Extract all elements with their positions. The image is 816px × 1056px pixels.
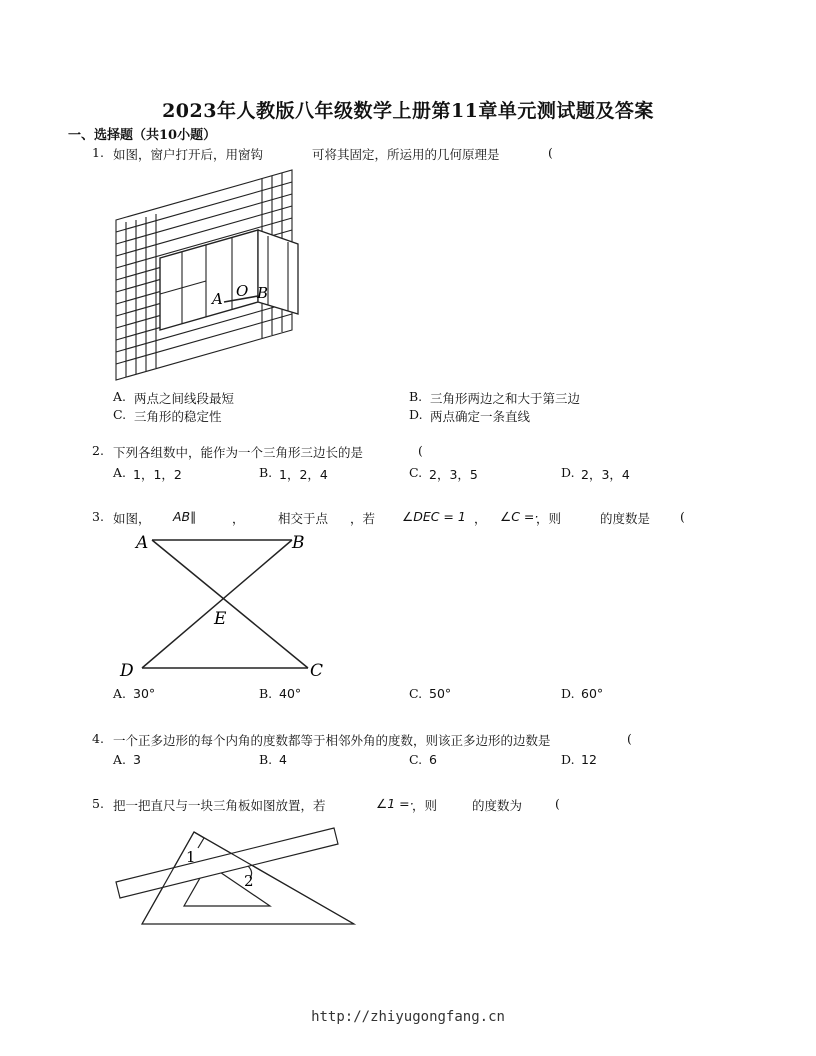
q1-option-d-text: 两点确定一条直线 [430, 409, 531, 424]
q1-option-d-letter: D. [409, 407, 423, 422]
question-3-text-b: ， [232, 511, 245, 526]
q2-option-d-text: 2，3，4 [581, 467, 630, 482]
question-4-text: 一个正多边形的每个内角的度数都等于相邻外角的度数，则该正多边形的边数是 [113, 733, 551, 748]
footer-url: http://zhiyugongfang.cn [311, 1009, 505, 1025]
question-1-text-b: 可将其固定，所运用的几何原理是 [312, 147, 500, 162]
q3-option-a-text: 30° [133, 686, 156, 701]
question-5-number: 5. [92, 796, 104, 811]
question-3-text-g: 的度数是 [600, 511, 651, 526]
q4-option-c-letter: C. [409, 752, 423, 767]
q1-option-b-text: 三角形两边之和大于第三边 [430, 391, 581, 406]
q2-option-c-letter: C. [409, 465, 423, 480]
figure-5-label-1: 1 [186, 848, 196, 866]
q2-option-a-letter: A. [113, 465, 127, 480]
q3-option-d-letter: D. [561, 686, 575, 701]
ruler-triangle-figure [112, 822, 362, 928]
q2-option-c-text: 2，3，5 [429, 467, 478, 482]
question-3-text-d: ，若 [350, 511, 376, 526]
question-5-paren: ( [555, 796, 560, 811]
q3-option-b-letter: B. [259, 686, 273, 701]
q4-option-c-text: 6 [429, 752, 437, 767]
figure-1-label-o: O [236, 282, 249, 300]
q3-option-b-text: 40° [279, 686, 302, 701]
question-5-text-a: 把一把直尺与一块三角板如图放置，若 [113, 798, 326, 813]
question-2-paren: ( [418, 443, 423, 458]
q4-option-b-letter: B. [259, 752, 273, 767]
figure-3-label-c: C [310, 661, 324, 681]
q3-option-c-letter: C. [409, 686, 423, 701]
figure-1-label-b: B [257, 284, 269, 302]
question-4-number: 4. [92, 731, 104, 746]
q4-option-a-text: 3 [133, 752, 141, 767]
q3-option-c-text: 50° [429, 686, 452, 701]
q4-option-a-letter: A. [113, 752, 127, 767]
question-5-text-b: ，则 [412, 798, 438, 813]
q2-option-a-text: 1，1，2 [133, 467, 182, 482]
question-2-number: 2. [92, 443, 104, 458]
figure-3-label-d: D [120, 661, 134, 681]
page-title: 2023年人教版八年级数学上册第11章单元测试题及答案 [162, 100, 654, 122]
figure-5-label-2: 2 [244, 872, 254, 890]
question-2-text: 下列各组数中，能作为一个三角形三边长的是 [113, 445, 364, 460]
question-1-number: 1. [92, 145, 104, 160]
q1-option-c-text: 三角形的稳定性 [134, 409, 222, 424]
figure-3-label-a: A [136, 533, 149, 553]
figure-3-label-e: E [214, 609, 227, 629]
q1-option-b-letter: B. [409, 389, 423, 404]
question-3-math-a: AB∥ [173, 509, 197, 524]
question-1-text-a: 如图，窗户打开后，用窗钩 [113, 147, 264, 162]
question-3-number: 3. [92, 509, 104, 524]
q3-option-d-text: 60° [581, 686, 604, 701]
figure-3-label-b: B [292, 533, 305, 553]
question-3-text-a: 如图， [113, 511, 151, 526]
q1-option-a-letter: A. [113, 389, 127, 404]
question-3-text-f: ，则 [536, 511, 562, 526]
q2-option-d-letter: D. [561, 465, 575, 480]
q4-option-b-text: 4 [279, 752, 287, 767]
hourglass-figure [112, 528, 334, 684]
q4-option-d-letter: D. [561, 752, 575, 767]
question-5-math-a: ∠1 =· [376, 796, 414, 811]
question-3-math-b: ∠DEC = 1 [402, 509, 466, 524]
q1-option-a-text: 两点之间线段最短 [134, 391, 235, 406]
q2-option-b-text: 1，2，4 [279, 467, 328, 482]
question-3-paren: ( [680, 509, 685, 524]
q2-option-b-letter: B. [259, 465, 273, 480]
question-3-text-e: ， [474, 511, 487, 526]
figure-1-label-a: A [212, 290, 223, 308]
q3-option-a-letter: A. [113, 686, 127, 701]
q4-option-d-text: 12 [581, 752, 597, 767]
question-5-text-c: 的度数为 [472, 798, 523, 813]
question-1-paren: ( [548, 145, 553, 160]
question-3-text-c: 相交于点 [278, 511, 329, 526]
question-3-math-c: ∠C =· [500, 509, 539, 524]
question-4-paren: ( [627, 731, 632, 746]
window-figure [112, 162, 302, 384]
q1-option-c-letter: C. [113, 407, 127, 422]
section-heading: 一、选择题（共10小题） [68, 128, 217, 143]
